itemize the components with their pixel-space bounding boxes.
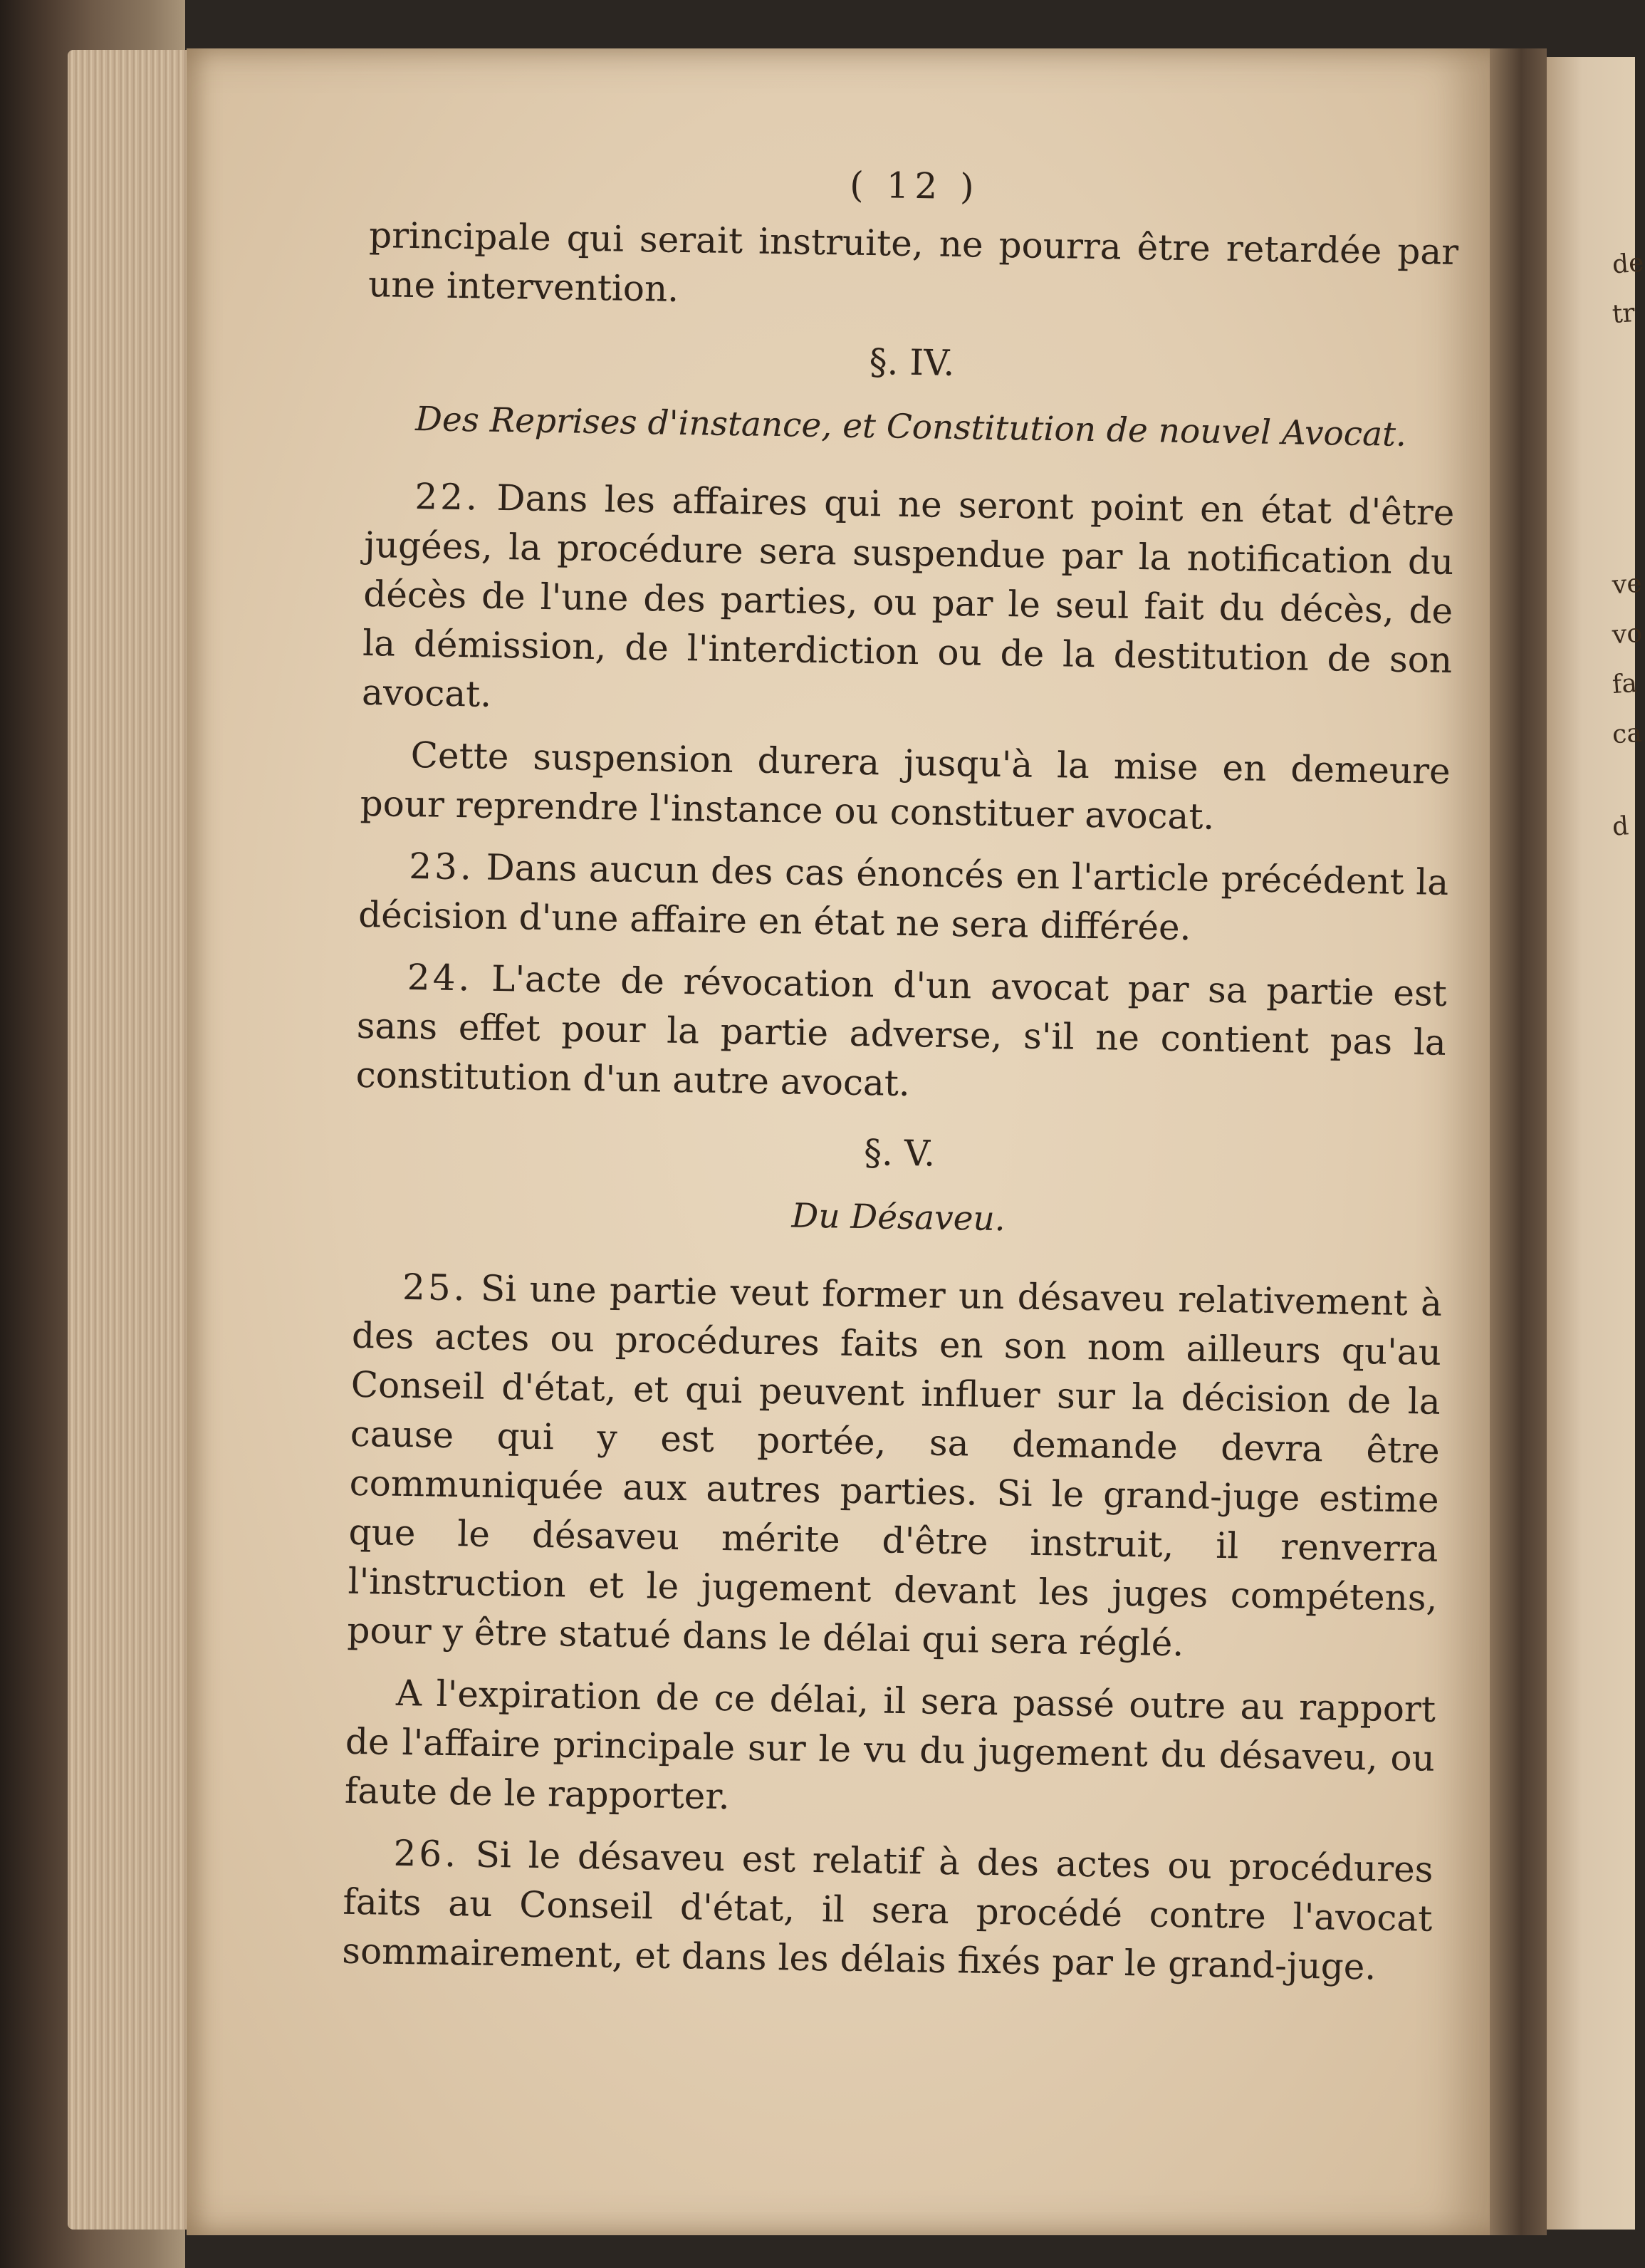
- article-text: Cette suspension durera jusqu'à la mise en demeure pour reprendre l'instance ou constituer avocat.: [360, 734, 1451, 838]
- article-text: L'acte de révocation d'un avocat par sa partie est sans effet pour la partie adverse, s'il ne contient pas la constitution d'un autre avocat.: [355, 957, 1448, 1105]
- section-iv-heading: §. IV.: [869, 341, 955, 384]
- article-25-continuation: [344, 1668, 1436, 1833]
- article-number: 22.: [414, 476, 481, 519]
- page-edges: [68, 50, 189, 2230]
- section-v-heading: §. V.: [863, 1132, 936, 1175]
- article-text: Dans les affaires qui ne seront point en état d'être jugées, la procédure sera suspendue par la notification du décès de l'une des parties, ou par le seul fait du décès, de la démission, de l'interdiction ou de la destitution de son avocat.: [361, 477, 1455, 715]
- book-gutter: [1490, 48, 1547, 2235]
- article-22: [362, 472, 1455, 734]
- article-22-continuation: [360, 730, 1451, 846]
- facing-page-fragment: vo: [1611, 618, 1644, 650]
- article-25: [347, 1262, 1442, 1673]
- page-number: ( 12 ): [849, 164, 981, 208]
- facing-page-fragment: ca: [1611, 718, 1644, 750]
- article-number: 23.: [408, 845, 475, 888]
- article-number: 25.: [402, 1266, 469, 1309]
- article-23: [358, 841, 1449, 957]
- page-text: [342, 157, 1460, 1993]
- article-text: Si une partie veut former un désaveu relativement à des actes ou procédures faits en son nom ailleurs qu'au Conseil d'état, et qui peuvent influer sur la décision de la cause qui y est portée, sa demande devra être communiquée aux autres parties. Si le grand-juge estime que le désaveu mérite d'être instruit, il renverra l'instruction et le jugement devant les juges compétens, pour y être statué dans le délai qui sera réglé.: [347, 1267, 1443, 1665]
- article-26: [342, 1829, 1434, 1993]
- article-text: A l'expiration de ce délai, il sera passé outre au rapport de l'affaire principale sur le vu du jugement du désaveu, ou faute de le rapporter.: [344, 1672, 1436, 1818]
- section-v-title: Du Désaveu.: [791, 1196, 1006, 1239]
- article-24: [355, 952, 1447, 1117]
- facing-page-fragment: d: [1611, 811, 1630, 842]
- facing-page-fragment: fa: [1611, 668, 1639, 700]
- section-iv-title: Des Reprises d'instance, et Constitution de nouvel Avocat.: [414, 400, 1407, 454]
- facing-page-edge: [1547, 57, 1635, 2230]
- opening-paragraph: principale qui serait instruite, ne pourra être retardée par une intervention.: [367, 214, 1459, 310]
- article-text: Dans aucun des cas énoncés en l'article précédent la décision d'une affaire en état ne sera différée.: [357, 846, 1449, 949]
- article-number: 26.: [393, 1832, 459, 1876]
- article-text: Si le désaveu est relatif à des actes ou procédures faits au Conseil d'état, il sera procédé contre l'avocat sommairement, et dans les délais fixés par le grand-juge.: [341, 1833, 1434, 1988]
- article-number: 24.: [407, 956, 473, 999]
- facing-page-fragment: tr: [1611, 298, 1636, 330]
- facing-page-fragment: de: [1611, 248, 1645, 280]
- facing-page-fragment: ve: [1611, 568, 1644, 600]
